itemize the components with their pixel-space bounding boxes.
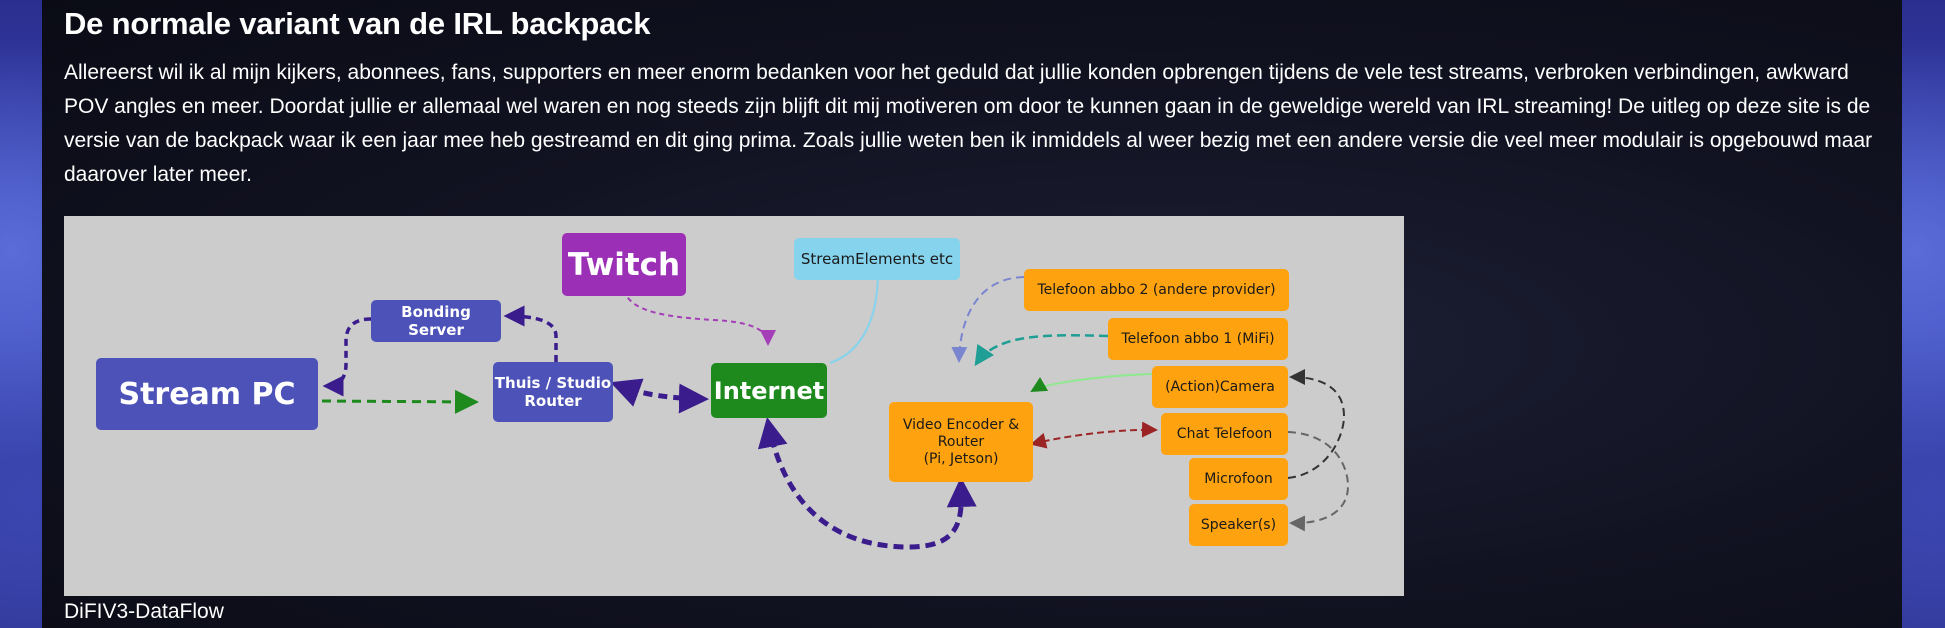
chat-phone-node: Chat Telefoon bbox=[1161, 413, 1288, 455]
router-label-line1: Thuis / Studio bbox=[494, 374, 612, 392]
phone-abbo2-node: Telefoon abbo 2 (andere provider) bbox=[1024, 269, 1289, 311]
dataflow-diagram bbox=[64, 216, 1404, 596]
video-encoder-node bbox=[889, 402, 1033, 482]
phone-abbo1-node: Telefoon abbo 1 (MiFi) bbox=[1108, 318, 1288, 360]
right-background-strip bbox=[1902, 0, 1945, 628]
encoder-label-line1: Video Encoder & bbox=[902, 416, 1020, 433]
encoder-label-line2: Router bbox=[937, 433, 985, 450]
internet-node: Internet bbox=[711, 363, 827, 418]
action-camera-node: (Action)Camera bbox=[1152, 366, 1288, 408]
microphone-node: Microfoon bbox=[1189, 458, 1288, 500]
speaker-node: Speaker(s) bbox=[1189, 504, 1288, 546]
twitch-node: Twitch bbox=[562, 233, 686, 296]
page-title: De normale variant van de IRL backpack bbox=[64, 6, 651, 41]
encoder-label-line3: (Pi, Jetson) bbox=[923, 450, 999, 467]
streamelements-node: StreamElements etc bbox=[794, 238, 960, 280]
stream-pc-node: Stream PC bbox=[96, 358, 318, 430]
bonding-server-node: Bonding Server bbox=[371, 300, 501, 342]
left-background-strip bbox=[0, 0, 42, 628]
router-label-line2: Router bbox=[524, 392, 582, 410]
diagram-caption: DiFIV3-DataFlow bbox=[64, 600, 224, 623]
router-node bbox=[493, 362, 613, 422]
intro-paragraph: Allereerst wil ik al mijn kijkers, abonnees, fans, supporters en meer enorm bedanken voor het geduld dat jullie konden opbrengen tijdens de vele test streams, verbroken verbindingen, awkward POV angles en meer. Doordat jullie er allemaal wel waren en nog steeds zijn blijft dit mij motiveren om door te kunnen gaan in de geweldige wereld van IRL streaming! De uitleg op deze site is de versie van de backpack waar ik een jaar mee heb gestreamd en dit ging prima. Zoals jullie weten ben ik inmiddels al weer bezig met een andere versie die veel meer modulair is opgebouwd maar daarover later meer. bbox=[64, 61, 1873, 186]
